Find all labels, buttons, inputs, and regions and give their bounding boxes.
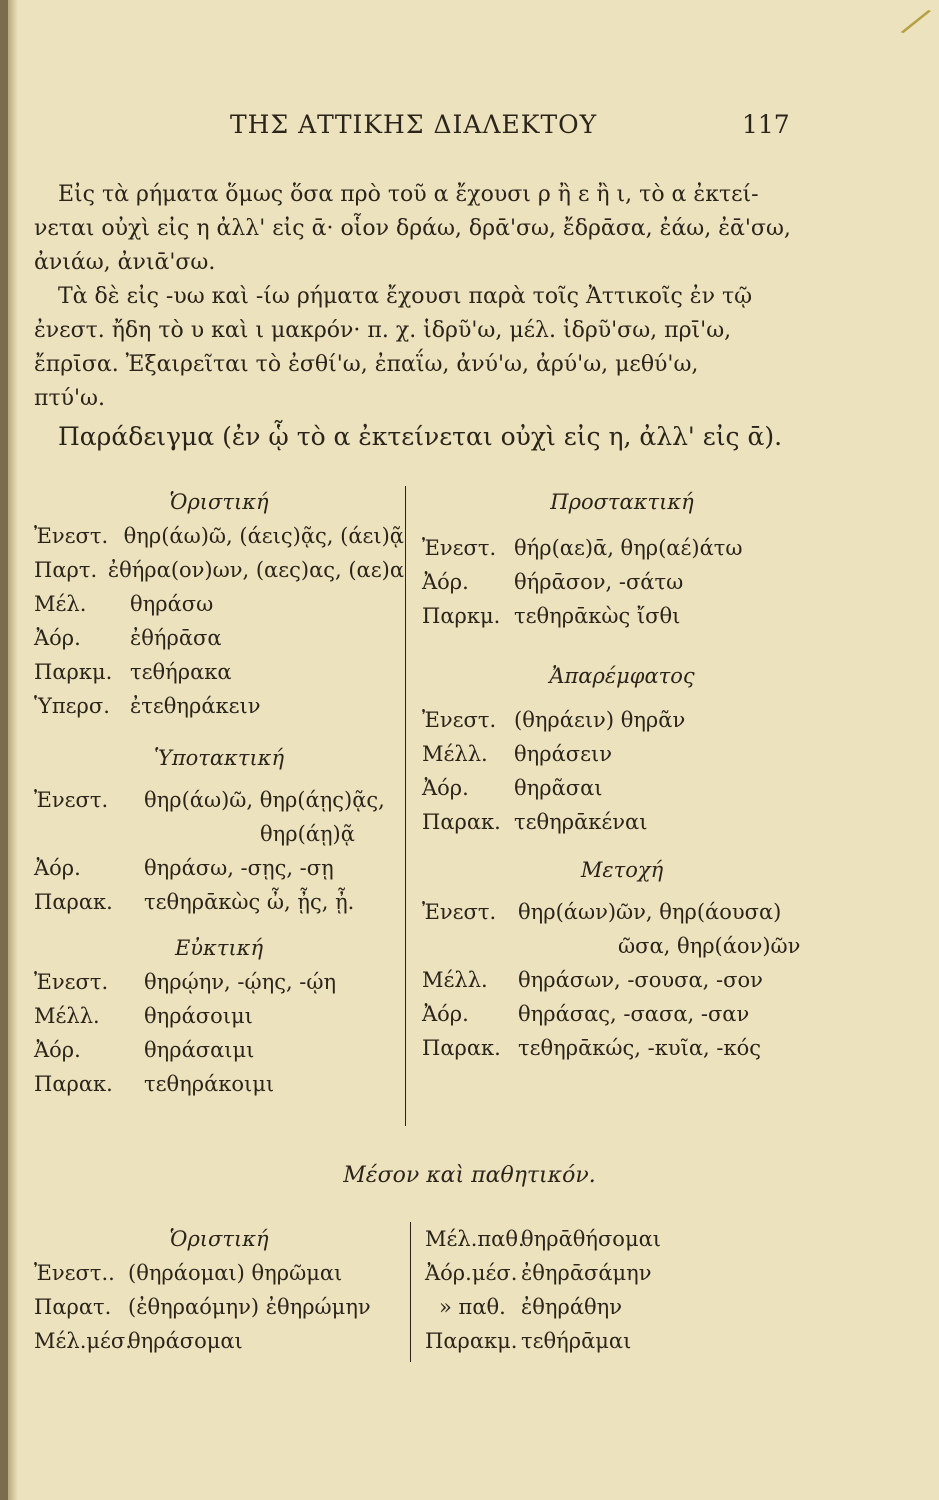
active-right-column [422,485,822,1065]
table-row: Ἀόρ. θηράσας, -σασα, -σαν [422,1002,750,1026]
intro-line-6: ἔπρῑσα. Ἐξαιρεῖται τὸ ἐσθί'ω, ἐπαΐω, ἀνύ'ω, ἀρύ'ω, μεθύ'ω, [34,352,699,377]
intro-line-2: νεται οὐχὶ εἰς η ἀλλ' εἰς ᾱ· οἷον δράω, δρᾱ'σω, ἔδρᾱσα, ἐάω, ἐᾱ'σω, [34,216,791,241]
column-divider [405,486,406,1126]
table-row: Ὑπερσ. ἐτεθηράκειν [34,694,261,718]
table-row: Παρακ. τεθηρᾱκώς, -κυῖα, -κός [422,1036,761,1060]
table-row: Ἀόρ. θηράσω, -σῃς, -σῃ [34,856,334,880]
table-row: Ἐνεστ. θηρ(άω)ῶ, θηρ(άῃς)ᾷς, [34,788,385,812]
table-row: Ἀόρ. θηράσαιμι [34,1038,255,1062]
table-row: Ἐνεστ.. (θηράομαι) θηρῶμαι [34,1261,343,1285]
table-row: Ἐνεστ. θηρ(άω)ῶ, (άεις)ᾷς, (άει)ᾷ [34,524,404,548]
page-number: 117 [742,110,790,139]
page-binding-shadow [8,0,18,1500]
intro-text [34,178,914,454]
table-row: Παρκμ. τεθήρακα [34,660,232,684]
table-row: Παρτ. ἐθήρα(ον)ων, (αες)ας, (αε)α [34,558,404,582]
ypotaktiki-heading: Ὑποτακτική [153,746,285,770]
table-row: Μέλ.παθ. θηρᾱθήσομαι [425,1227,662,1251]
intro-line-4: Τὰ δὲ εἰς -υω καὶ -ίω ρήματα ἔχουσι παρὰ τοῖς Ἀττικοῖς ἐν τῷ [58,284,753,309]
prostaktiki-heading: Προστακτική [550,490,694,514]
table-row: Ἀόρ. θήρᾱσον, -σάτω [422,570,684,594]
metochi-heading: Μετοχή [580,858,664,882]
table-row: » παθ. ἐθηράθην [439,1295,623,1319]
example-heading: Παράδειγμα (ἐν ᾧ τὸ α ἐκτείνεται οὐχὶ εἰς η, ἀλλ' εἰς ᾱ). [58,422,783,451]
running-header [0,110,939,144]
table-row: Ἐνεστ. θήρ(αε)ᾱ, θηρ(αέ)άτω [422,536,743,560]
table-row: Παρακμ. τεθήρᾱμαι [425,1329,632,1353]
column-divider [410,1222,411,1362]
intro-line-3: ἀνιάω, ἀνιᾱ'σω. [34,250,216,275]
table-row: θηρ(άῃ)ᾷ [260,822,355,846]
intro-line-1: Εἰς τὰ ρήματα ὅμως ὅσα πρὸ τοῦ α ἔχουσι ρ ἢ ε ἢ ι, τὸ α ἐκτεί- [58,182,759,207]
page-binding-edge [0,0,8,1500]
table-row: Ἐνεστ. θηρ(άων)ῶν, θηρ(άουσα) [422,900,782,924]
table-row: Μέλλ. θηράσοιμι [34,1004,253,1028]
active-left-column [34,485,404,1101]
oristiki-heading: Ὁριστική [169,490,269,514]
table-row: Παρακ. τεθηράκοιμι [34,1072,275,1096]
table-row: Ἐνεστ. θηρῴην, -ῴης, -ῴη [34,970,337,994]
aparemfatos-heading: Ἀπαρέμφατος [549,664,695,688]
table-row: Ἐνεστ. (θηράειν) θηρᾶν [422,708,686,732]
table-row: Παρκμ. τεθηρᾱκὼς ἴσθι [422,604,681,628]
table-row: Παρατ. (ἐθηραόμην) ἐθηρώμην [34,1295,371,1319]
middle-passive-title: Μέσον καὶ παθητικόν. [343,1163,596,1188]
pencil-mark-icon: ⁄ [904,0,927,46]
running-title: ΤΗΣ ΑΤΤΙΚΗΣ ΔΙΑΛΕΚΤΟΥ [230,110,598,139]
table-row: Μέλλ. θηράσων, -σουσα, -σον [422,968,763,992]
table-row: ῶσα, θηρ(άον)ῶν [618,934,801,958]
intro-line-5: ἐνεστ. ἤδη τὸ υ καὶ ι μακρόν· π. χ. ἱδρῦ'ω, μέλ. ἱδρῦ'σω, πρῑ'ω, [34,318,732,343]
table-row: Ἀόρ. θηρᾶσαι [422,776,603,800]
intro-line-7: πτύ'ω. [34,386,105,411]
table-row: Μέλ.μέσ. θηράσομαι [34,1329,243,1353]
middle-right-column [425,1222,825,1358]
middle-left-column [34,1222,404,1358]
table-row: Μέλ. θηράσω [34,592,214,616]
table-row: Παρακ. τεθηρᾱκέναι [422,810,648,834]
table-row: Παρακ. τεθηρᾱκὼς ὦ, ᾖς, ᾖ. [34,890,355,914]
table-row: Μέλλ. θηράσειν [422,742,612,766]
middle-oristiki-heading: Ὁριστική [169,1227,269,1251]
table-row: Ἀόρ.μέσ. ἐθηρᾱσάμην [425,1261,652,1285]
euktiki-heading: Εὐκτική [174,936,264,960]
table-row: Ἀόρ. ἐθήρᾱσα [34,626,222,650]
